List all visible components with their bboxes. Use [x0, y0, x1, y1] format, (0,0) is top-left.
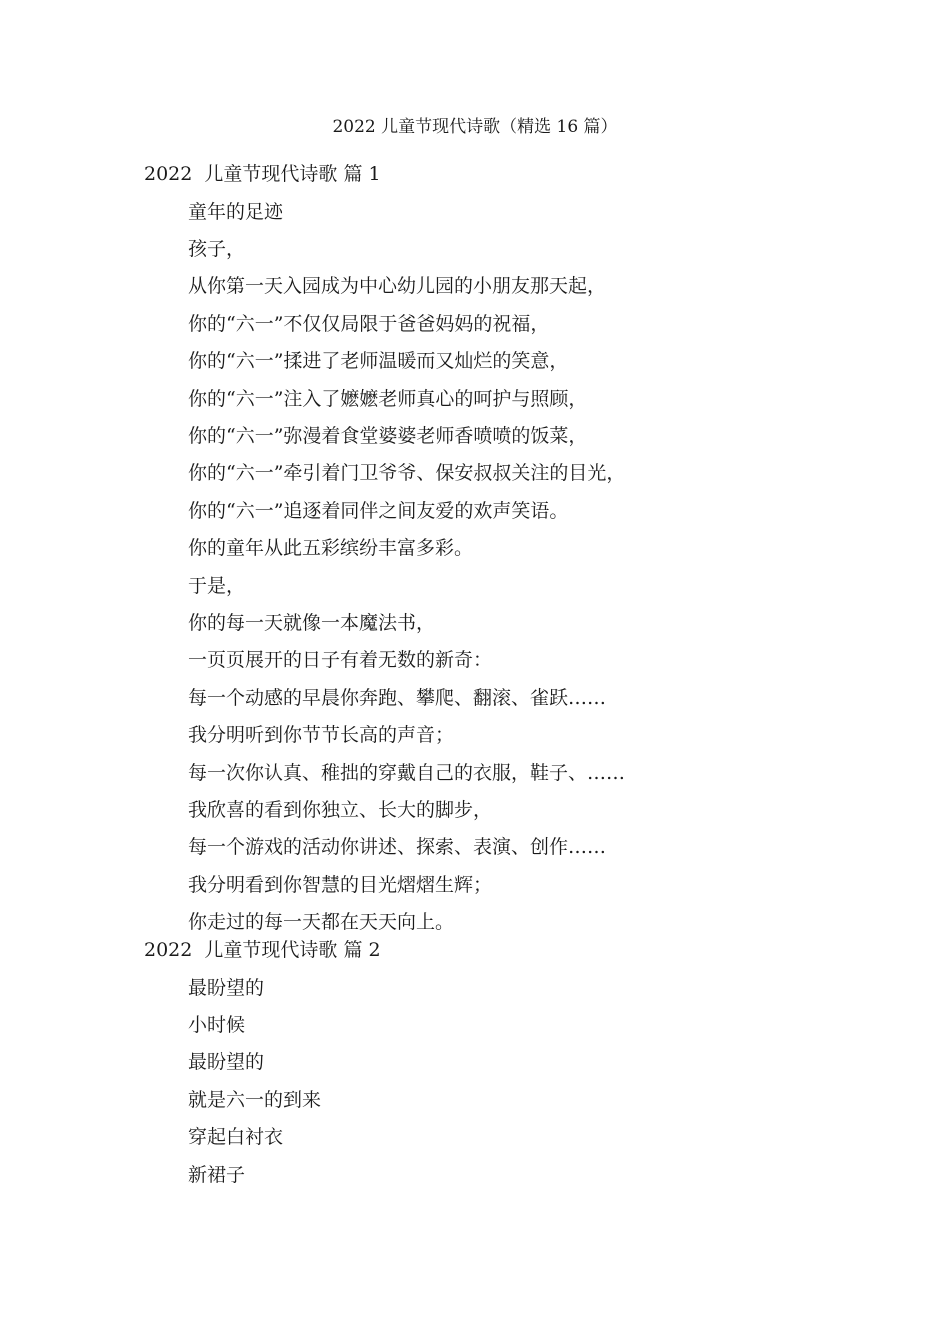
poem-line: 你的“六一”注入了嬷嬷老师真心的呵护与照顾，	[188, 387, 588, 410]
poem-line: 小时候	[188, 1014, 246, 1037]
poem-section-2	[144, 936, 864, 1193]
poem-line: 你走过的每一天都在天天向上。	[188, 911, 455, 934]
section-heading: 2022 儿童节现代诗歌 篇 1	[144, 163, 381, 185]
poem-line: 我分明听到你节节长高的声音；	[188, 724, 455, 747]
poem-line: 你的童年从此五彩缤纷丰富多彩。	[188, 537, 474, 560]
poem-lines	[144, 969, 864, 1193]
poem-line: 穿起白衬衣	[188, 1126, 284, 1149]
poem-section-1	[144, 160, 864, 941]
poem-line: 最盼望的	[188, 976, 265, 999]
poem-line: 就是六一的到来	[188, 1088, 322, 1111]
poem-line: 于是，	[188, 574, 246, 597]
poem-line: 最盼望的	[188, 1051, 265, 1074]
poem-line: 一页页展开的日子有着无数的新奇：	[188, 649, 493, 672]
poem-line: 每一次你认真、稚拙的穿戴自己的衣服，鞋子、……	[188, 761, 626, 784]
poem-line: 新裙子	[188, 1163, 246, 1186]
poem-line: 每一个动感的早晨你奔跑、攀爬、翻滚、雀跃……	[188, 686, 607, 709]
poem-line: 我分明看到你智慧的目光熠熠生辉；	[188, 873, 493, 896]
poem-line: 孩子，	[188, 238, 246, 261]
poem-line: 你的“六一”不仅仅局限于爸爸妈妈的祝福，	[188, 312, 550, 335]
poem-line: 从你第一天入园成为中心幼儿园的小朋友那天起，	[188, 275, 607, 298]
poem-line: 童年的足迹	[188, 200, 284, 223]
poem-line: 每一个游戏的活动你讲述、探索、表演、创作……	[188, 836, 607, 859]
poem-line: 你的“六一”揉进了老师温暖而又灿烂的笑意，	[188, 350, 569, 373]
document-title: 2022 儿童节现代诗歌（精选 16 篇）	[332, 117, 618, 137]
section-heading: 2022 儿童节现代诗歌 篇 2	[144, 939, 381, 961]
poem-line: 你的“六一”弥漫着食堂婆婆老师香喷喷的饭菜，	[188, 425, 588, 448]
poem-lines	[144, 193, 864, 941]
poem-line: 你的“六一”追逐着同伴之间友爱的欢声笑语。	[188, 499, 569, 522]
poem-line: 你的每一天就像一本魔法书，	[188, 611, 436, 634]
poem-line: 你的“六一”牵引着门卫爷爷、保安叔叔关注的目光，	[188, 462, 626, 485]
poem-line: 我欣喜的看到你独立、长大的脚步，	[188, 798, 493, 821]
